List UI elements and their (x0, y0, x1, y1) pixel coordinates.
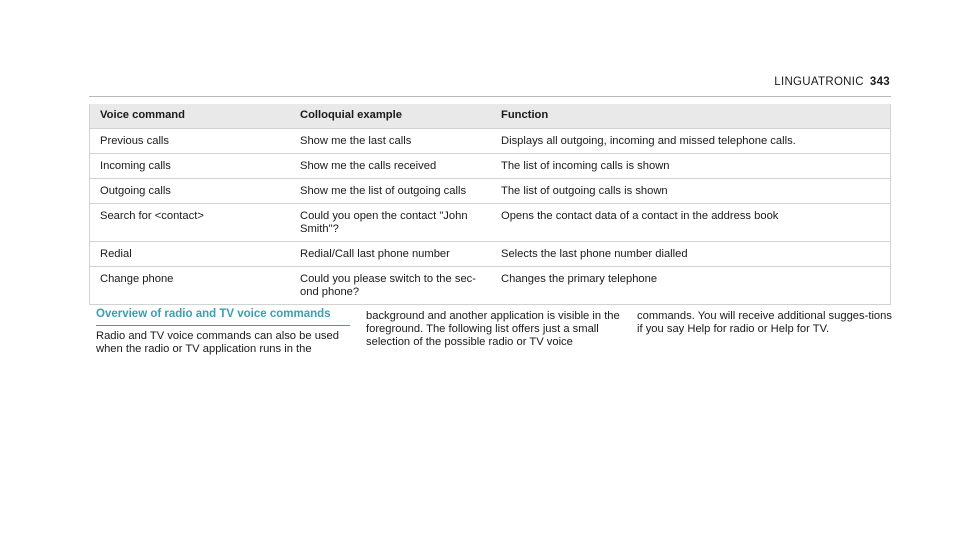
cell-function: Displays all outgoing, incoming and missed telephone calls. (491, 129, 891, 154)
body-text-column-2: background and another application is visible in the foreground. The following list offers just a small selection of the possible radio or TV voice (366, 310, 620, 348)
table-row (90, 179, 891, 204)
cell-colloquial-example: Could you open the contact "John Smith"? (290, 204, 491, 242)
running-head-section: LINGUATRONIC (774, 76, 864, 88)
section-title: Overview of radio and TV voice commands (96, 308, 350, 326)
cell-function: The list of incoming calls is shown (491, 154, 891, 179)
table-row (90, 204, 891, 242)
cell-colloquial-example: Show me the calls received (290, 154, 491, 179)
cell-colloquial-example: Redial/Call last phone number (290, 242, 491, 267)
cell-function: Changes the primary telephone (491, 267, 891, 305)
cell-voice-command: Outgoing calls (90, 179, 291, 204)
body-text-column-3: commands. You will receive additional sugges-tions if you say Help for radio or Help for TV. (637, 310, 892, 335)
header-voice-command: Voice command (90, 104, 291, 129)
cell-function: Selects the last phone number dialled (491, 242, 891, 267)
table-row (90, 154, 891, 179)
cell-voice-command: Incoming calls (90, 154, 291, 179)
table-row (90, 129, 891, 154)
cell-voice-command: Change phone (90, 267, 291, 305)
cell-colloquial-example: Could you please switch to the sec-ond phone? (290, 267, 491, 305)
page-number: 343 (869, 76, 890, 88)
cell-voice-command: Previous calls (90, 129, 291, 154)
cell-voice-command: Redial (90, 242, 291, 267)
running-head (774, 76, 890, 88)
voice-command-table (89, 104, 891, 305)
table-row (90, 242, 891, 267)
table-row (90, 267, 891, 305)
header-colloquial-example: Colloquial example (290, 104, 491, 129)
cell-function: Opens the contact data of a contact in the address book (491, 204, 891, 242)
cell-function: The list of outgoing calls is shown (491, 179, 891, 204)
cell-voice-command: Search for <contact> (90, 204, 291, 242)
header-rule (89, 96, 891, 97)
table-header-row (90, 104, 891, 129)
header-function: Function (491, 104, 891, 129)
cell-colloquial-example: Show me the last calls (290, 129, 491, 154)
body-text-column-1: Radio and TV voice commands can also be used when the radio or TV application runs in the (96, 330, 339, 355)
cell-colloquial-example: Show me the list of outgoing calls (290, 179, 491, 204)
